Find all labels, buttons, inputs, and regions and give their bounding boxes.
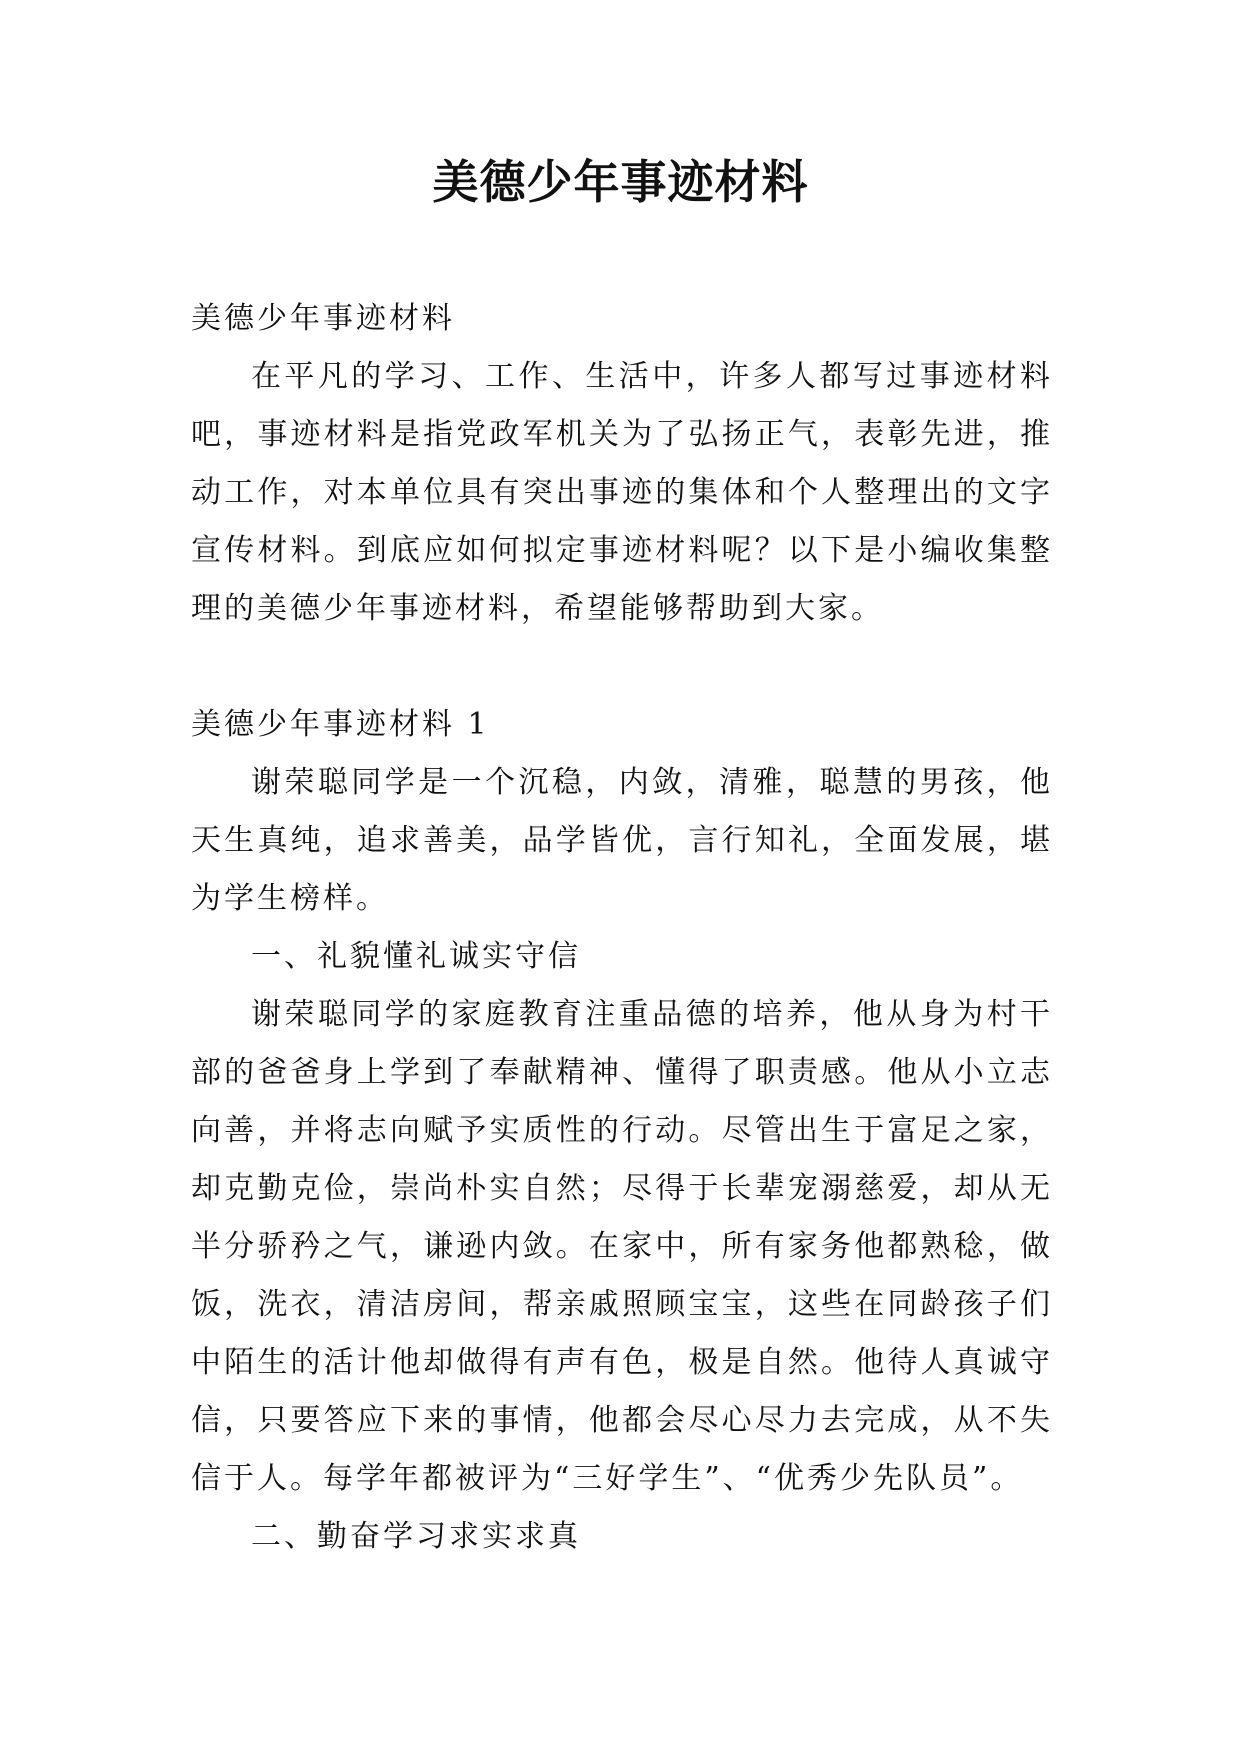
subheading-1: 一、礼貌懂礼诚实守信 xyxy=(251,939,581,974)
paragraph-gap xyxy=(191,638,1053,696)
section-1-paragraph-2: 谢荣聪同学的家庭教育注重品德的培养，他从身为村干部的爸爸身上学到了奉献精神、懂得了职责感。他从小立志向善，并将志向赋予实质性的行动。尽管出生于富足之家，却克勤克俭，崇尚朴实自然；尽得于长辈宠溺慈爱，却从无半分骄矜之气，谦逊内敛。在家中，所有家务他都熟稔，做饭，洗衣，清洁房间，帮亲戚照顾宝宝，这些在同龄孩子们中陌生的活计他却做得有声有色，极是自然。他待人真诚守信，只要答应下来的事情，他都会尽心尽力去完成，从不失信于人。每学年都被评为“三好学生”、“优秀少先队员”。 xyxy=(191,997,1053,1496)
document-body xyxy=(191,290,1053,1566)
subheading-2: 二、勤奋学习求实求真 xyxy=(251,1519,581,1554)
section-1-paragraph-1: 谢荣聪同学是一个沉稳，内敛，清雅，聪慧的男孩，他天生真纯，追求善美，品学皆优，言行知礼，全面发展，堪为学生榜样。 xyxy=(191,765,1053,916)
document-title: 美德少年事迹材料 xyxy=(432,155,809,209)
section-heading-1: 美德少年事迹材料 1 xyxy=(191,707,490,742)
intro-heading: 美德少年事迹材料 xyxy=(191,301,455,336)
intro-paragraph: 在平凡的学习、工作、生活中，许多人都写过事迹材料吧，事迹材料是指党政军机关为了弘扬正气，表彰先进，推动工作，对本单位具有突出事迹的集体和个人整理出的文字宣传材料。到底应如何拟定事迹材料呢？以下是小编收集整理的美德少年事迹材料，希望能够帮助到大家。 xyxy=(191,359,1053,626)
